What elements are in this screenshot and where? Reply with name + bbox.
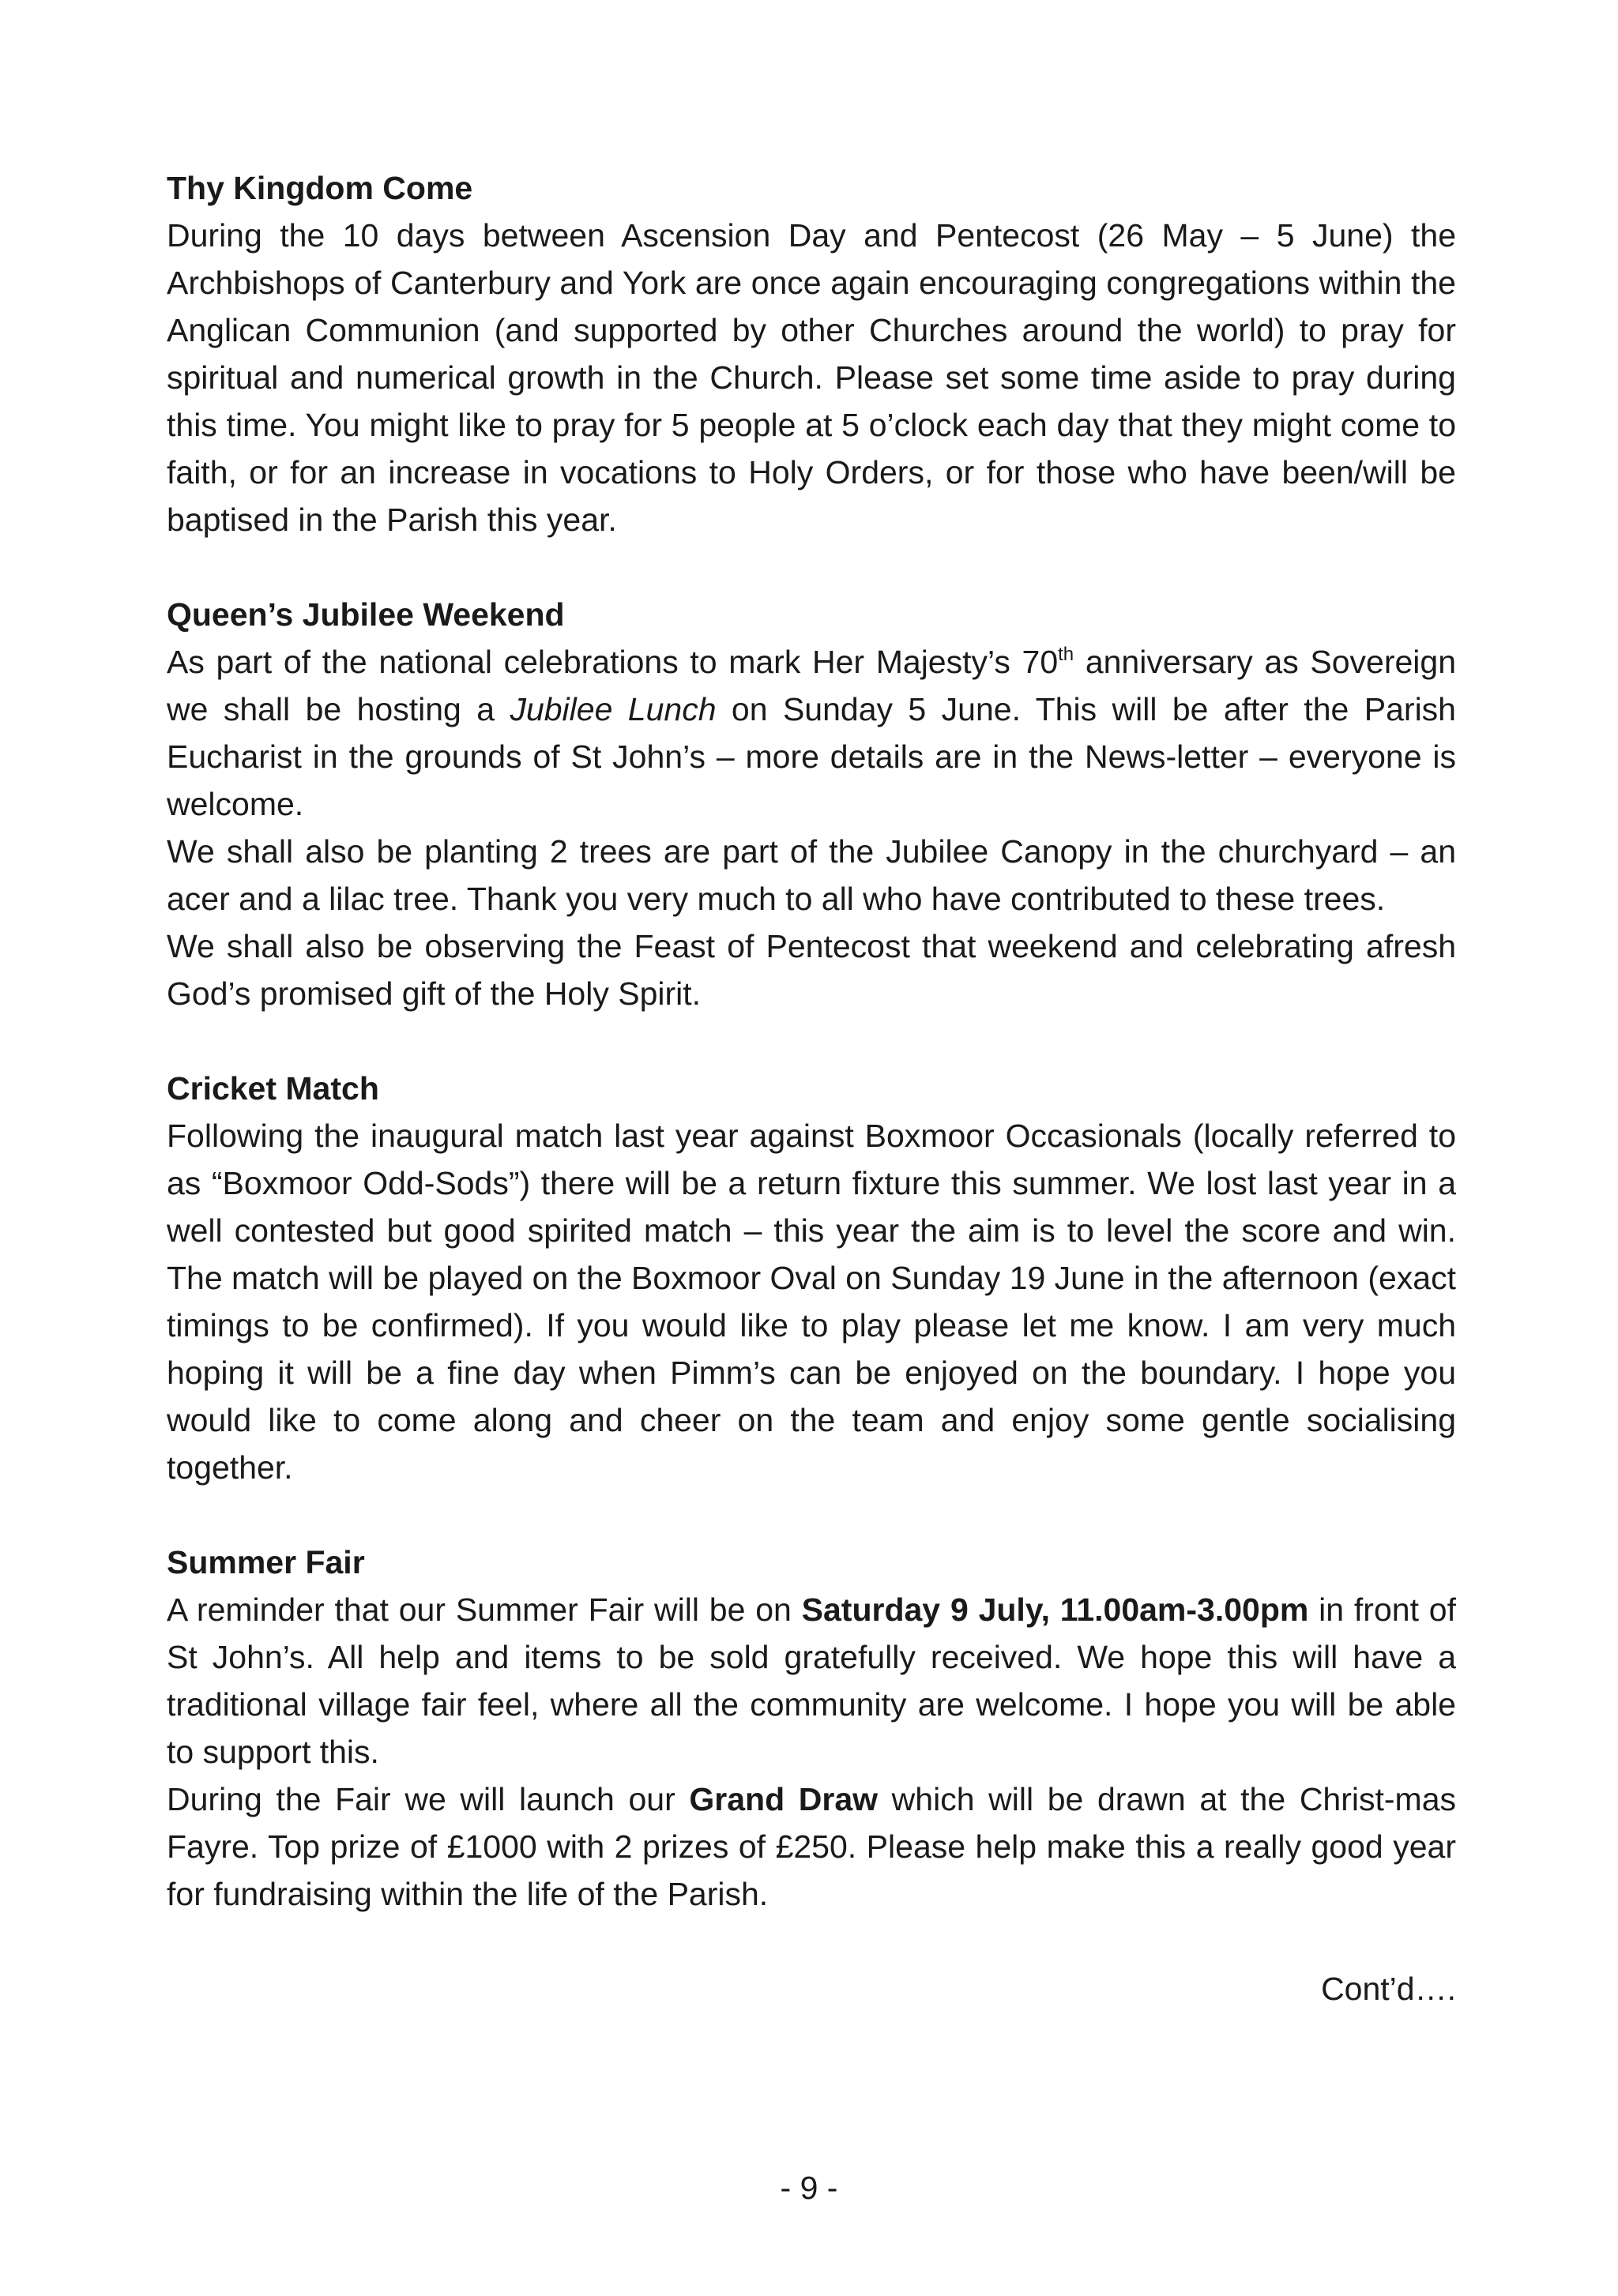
section-thy-kingdom-come (167, 164, 1456, 543)
section-summer-fair (167, 1539, 1456, 1918)
section-heading: Cricket Match (167, 1070, 379, 1107)
italic-text: Jubilee Lunch (510, 691, 717, 727)
text-run: A reminder that our Summer Fair will be on (167, 1591, 802, 1628)
section-heading: Queen’s Jubilee Weekend (167, 596, 565, 633)
paragraph (167, 1586, 1456, 1776)
paragraph (167, 638, 1456, 828)
text-run: in front of St John’s. All help and items to be sold gratefully received. We hope this will have a traditional village fair feel, where all the community are welcome. I hope you will be able to support this. (167, 1591, 1456, 1770)
section-cricket-match (167, 1065, 1456, 1491)
paragraph: We shall also be planting 2 trees are part of the Jubilee Canopy in the churchyard – an acer and a lilac tree. Thank you very much to all who have contributed to these trees. (167, 833, 1456, 917)
bold-text: Saturday 9 July, 11.00am-3.00pm (801, 1591, 1309, 1628)
text-run: on Sunday 5 June. This will be after the Parish Eucharist in the grounds of St John’s – more details are in the News-letter – everyone is welcome. (167, 691, 1456, 822)
section-heading: Thy Kingdom Come (167, 170, 473, 206)
text-run: As part of the national celebrations to mark Her Majesty’s 70 (167, 644, 1059, 680)
text-run: which will be drawn at the Christ-mas Fayre. Top prize of £1000 with 2 prizes of £250. Please help make this a really good year for fundraising within the life of the Parish. (167, 1781, 1456, 1912)
page-content (167, 164, 1456, 2012)
section-heading: Summer Fair (167, 1544, 365, 1580)
page-number: - 9 - (780, 2170, 838, 2206)
section-queens-jubilee (167, 591, 1456, 1017)
paragraph: During the 10 days between Ascension Day and Pentecost (26 May – 5 June) the Archbishops of Canterbury and York are once again encouraging congregations within the Anglican Communion (and supported by other Churches around the world) to pray for spiritual and numerical growth in the Church. Please set some time aside to pray during this time. You might like to pray for 5 people at 5 o’clock each day that they might come to faith, or for an increase in vocations to Holy Orders, or for those who have been/will be baptised in the Parish this year. (167, 217, 1456, 538)
paragraph (167, 1776, 1456, 1918)
paragraph: We shall also be observing the Feast of Pentecost that weekend and celebrating afresh God’s promised gift of the Holy Spirit. (167, 928, 1456, 1012)
text-run: During the Fair we will launch our (167, 1781, 690, 1817)
bold-text: Grand Draw (689, 1781, 879, 1817)
text-run: anniversary as Sovereign we shall be hosting a (167, 644, 1457, 727)
continued-marker: Cont’d…. (1321, 1971, 1456, 2007)
superscript: th (1058, 644, 1074, 665)
paragraph: Following the inaugural match last year against Boxmoor Occasionals (locally referred to as “Boxmoor Odd-Sods”) there will be a return fixture this summer. We lost last year in a well contested but good spirited match – this year the aim is to level the score and win. The match will be played on the Boxmoor Oval on Sunday 19 June in the afternoon (exact timings to be confirmed). If you would like to play please let me know. I am very much hoping it will be a fine day when Pimm’s can be enjoyed on the boundary. I hope you would like to come along and cheer on the team and enjoy some gentle socialising together. (167, 1118, 1456, 1486)
